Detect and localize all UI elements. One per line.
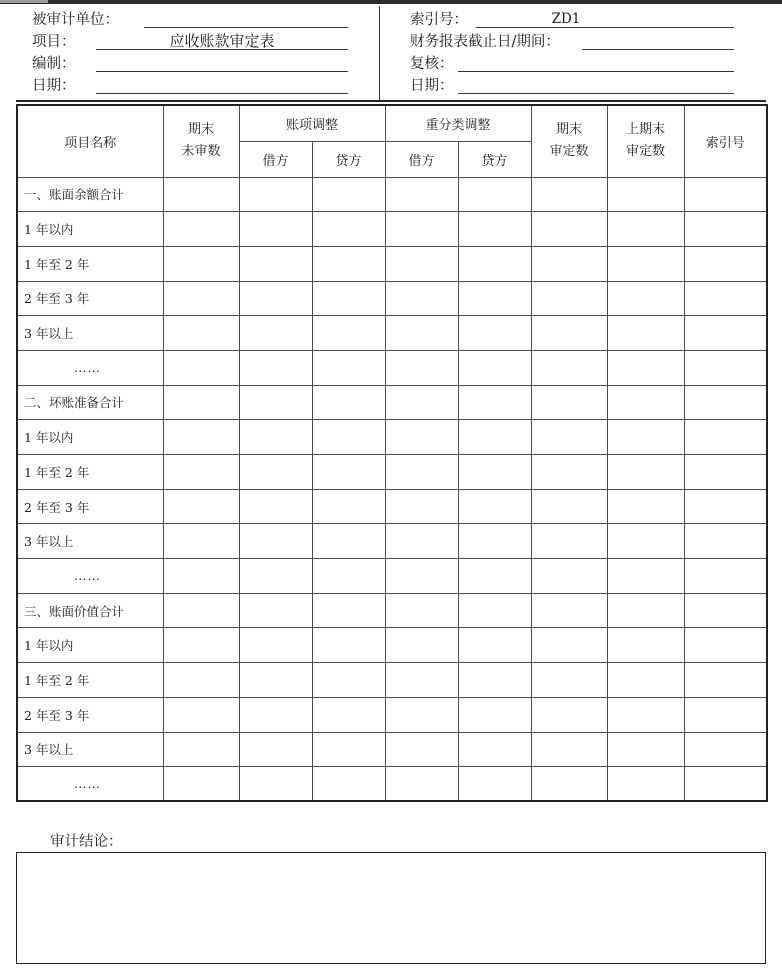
row-cell[interactable] xyxy=(684,177,767,212)
row-item-name: …… xyxy=(17,767,163,802)
row-cell[interactable] xyxy=(239,177,312,212)
row-cell[interactable] xyxy=(385,281,458,316)
row-cell[interactable] xyxy=(684,246,767,281)
row-cell[interactable] xyxy=(312,663,385,698)
row-cell[interactable] xyxy=(607,385,684,420)
row-cell[interactable] xyxy=(385,177,458,212)
col-account-adjust: 账项调整 xyxy=(239,105,385,141)
row-cell[interactable] xyxy=(458,732,531,767)
period-label: 财务报表截止日/期间： xyxy=(410,34,560,50)
project-label: 项目： xyxy=(32,34,76,50)
row-cell[interactable] xyxy=(312,559,385,594)
row-cell[interactable] xyxy=(239,559,312,594)
row-cell[interactable] xyxy=(531,350,607,385)
row-cell[interactable] xyxy=(239,663,312,698)
table-row xyxy=(17,628,767,663)
row-cell[interactable] xyxy=(385,663,458,698)
row-cell[interactable] xyxy=(684,593,767,628)
row-cell[interactable] xyxy=(531,281,607,316)
col-period-end-audited xyxy=(531,105,607,177)
row-cell[interactable] xyxy=(684,455,767,490)
row-cell[interactable] xyxy=(312,767,385,802)
table-row xyxy=(17,246,767,281)
prepared-by-row xyxy=(32,54,76,74)
table-row xyxy=(17,177,767,212)
table-row xyxy=(17,212,767,247)
col-reclass-credit: 贷方 xyxy=(458,141,531,177)
row-cell[interactable] xyxy=(385,628,458,663)
row-cell[interactable] xyxy=(458,663,531,698)
row-cell[interactable] xyxy=(163,767,239,802)
header-divider xyxy=(379,6,380,100)
row-cell[interactable] xyxy=(458,593,531,628)
row-cell[interactable] xyxy=(163,212,239,247)
row-cell[interactable] xyxy=(607,246,684,281)
table-body xyxy=(17,177,767,801)
row-cell[interactable] xyxy=(684,281,767,316)
row-cell[interactable] xyxy=(163,281,239,316)
period-row xyxy=(410,32,560,52)
col-reclass-adjust: 重分类调整 xyxy=(385,105,531,141)
row-cell[interactable] xyxy=(684,628,767,663)
row-cell[interactable] xyxy=(607,524,684,559)
row-item-name: …… xyxy=(17,350,163,385)
row-cell[interactable] xyxy=(684,489,767,524)
row-cell[interactable] xyxy=(385,316,458,351)
row-cell[interactable] xyxy=(312,350,385,385)
row-cell[interactable] xyxy=(531,246,607,281)
row-cell[interactable] xyxy=(312,177,385,212)
row-cell[interactable] xyxy=(531,559,607,594)
row-cell[interactable] xyxy=(385,559,458,594)
row-cell[interactable] xyxy=(312,212,385,247)
row-cell[interactable] xyxy=(163,246,239,281)
col-reclass-debit: 借方 xyxy=(385,141,458,177)
row-cell[interactable] xyxy=(458,316,531,351)
row-item-name: 1 年至 2 年 xyxy=(17,246,163,281)
row-cell[interactable] xyxy=(684,732,767,767)
row-cell[interactable] xyxy=(607,663,684,698)
row-cell[interactable] xyxy=(239,455,312,490)
row-cell[interactable] xyxy=(239,732,312,767)
audited-unit-label: 被审计单位： xyxy=(32,12,119,28)
row-cell[interactable] xyxy=(684,524,767,559)
col-period-end-unaudited xyxy=(163,105,239,177)
date-right-row xyxy=(410,76,454,96)
row-cell[interactable] xyxy=(531,593,607,628)
row-cell[interactable] xyxy=(684,420,767,455)
table-row xyxy=(17,732,767,767)
row-cell[interactable] xyxy=(239,420,312,455)
row-item-name: 1 年至 2 年 xyxy=(17,663,163,698)
row-cell[interactable] xyxy=(163,663,239,698)
row-cell[interactable] xyxy=(385,732,458,767)
row-cell[interactable] xyxy=(458,455,531,490)
row-cell[interactable] xyxy=(607,212,684,247)
table-row xyxy=(17,420,767,455)
row-cell[interactable] xyxy=(163,593,239,628)
row-cell[interactable] xyxy=(239,628,312,663)
row-cell[interactable] xyxy=(312,455,385,490)
row-cell[interactable] xyxy=(531,420,607,455)
row-cell[interactable] xyxy=(607,697,684,732)
row-item-name: 3 年以上 xyxy=(17,732,163,767)
row-cell[interactable] xyxy=(385,420,458,455)
row-cell[interactable] xyxy=(312,385,385,420)
audited-unit-field[interactable] xyxy=(144,11,348,28)
col-period-end-audited-l1: 期末 xyxy=(556,122,583,138)
row-cell[interactable] xyxy=(531,212,607,247)
table-row xyxy=(17,385,767,420)
row-cell[interactable] xyxy=(684,385,767,420)
col-item-name: 项目名称 xyxy=(17,105,163,177)
row-item-name: 3 年以上 xyxy=(17,524,163,559)
row-cell[interactable] xyxy=(607,489,684,524)
row-cell[interactable] xyxy=(163,316,239,351)
row-cell[interactable] xyxy=(531,663,607,698)
row-cell[interactable] xyxy=(458,350,531,385)
row-cell[interactable] xyxy=(607,628,684,663)
row-cell[interactable] xyxy=(239,212,312,247)
col-account-credit: 贷方 xyxy=(312,141,385,177)
row-cell[interactable] xyxy=(385,524,458,559)
row-cell[interactable] xyxy=(607,593,684,628)
col-account-debit: 借方 xyxy=(239,141,312,177)
row-cell[interactable] xyxy=(458,697,531,732)
row-cell[interactable] xyxy=(163,489,239,524)
row-cell[interactable] xyxy=(458,385,531,420)
row-item-name: 二、坏账准备合计 xyxy=(17,385,163,420)
row-cell[interactable] xyxy=(239,385,312,420)
table-row xyxy=(17,350,767,385)
row-cell[interactable] xyxy=(531,524,607,559)
col-prior-audited xyxy=(607,105,684,177)
row-cell[interactable] xyxy=(385,246,458,281)
row-cell[interactable] xyxy=(385,489,458,524)
row-item-name: 三、账面价值合计 xyxy=(17,593,163,628)
row-cell[interactable] xyxy=(684,697,767,732)
row-cell[interactable] xyxy=(458,420,531,455)
row-item-name: …… xyxy=(17,559,163,594)
row-cell[interactable] xyxy=(385,385,458,420)
row-cell[interactable] xyxy=(312,628,385,663)
row-cell[interactable] xyxy=(458,281,531,316)
index-value: ZD1 xyxy=(551,11,581,27)
row-cell[interactable] xyxy=(458,524,531,559)
row-cell[interactable] xyxy=(239,316,312,351)
row-cell[interactable] xyxy=(312,316,385,351)
row-cell[interactable] xyxy=(684,316,767,351)
col-period-end-unaudited-l1: 期末 xyxy=(187,122,214,138)
row-item-name: 3 年以上 xyxy=(17,316,163,351)
row-cell[interactable] xyxy=(684,663,767,698)
worksheet-header xyxy=(16,6,766,102)
index-label: 索引号： xyxy=(410,12,468,28)
table-row xyxy=(17,489,767,524)
table-head xyxy=(17,105,767,177)
row-cell[interactable] xyxy=(458,177,531,212)
col-period-end-unaudited-l2: 未审数 xyxy=(181,144,221,160)
row-cell[interactable] xyxy=(607,732,684,767)
row-cell[interactable] xyxy=(458,489,531,524)
row-cell[interactable] xyxy=(312,593,385,628)
row-cell[interactable] xyxy=(607,767,684,802)
row-cell[interactable] xyxy=(531,177,607,212)
table-row xyxy=(17,767,767,802)
reviewed-by-row xyxy=(410,54,454,74)
top-border-shade xyxy=(0,0,48,3)
conclusion-box[interactable] xyxy=(16,852,766,964)
table-row xyxy=(17,559,767,594)
row-cell[interactable] xyxy=(312,489,385,524)
row-item-name: 2 年至 3 年 xyxy=(17,281,163,316)
row-cell[interactable] xyxy=(531,385,607,420)
row-cell[interactable] xyxy=(163,559,239,594)
row-cell[interactable] xyxy=(458,246,531,281)
row-cell[interactable] xyxy=(239,767,312,802)
row-item-name: 2 年至 3 年 xyxy=(17,697,163,732)
row-cell[interactable] xyxy=(163,177,239,212)
table-row xyxy=(17,524,767,559)
row-cell[interactable] xyxy=(163,350,239,385)
table-row xyxy=(17,663,767,698)
row-cell[interactable] xyxy=(163,455,239,490)
row-cell[interactable] xyxy=(458,559,531,594)
row-cell[interactable] xyxy=(239,246,312,281)
row-cell[interactable] xyxy=(385,767,458,802)
row-cell[interactable] xyxy=(163,732,239,767)
row-cell[interactable] xyxy=(684,559,767,594)
date-left-field[interactable] xyxy=(96,77,348,94)
row-cell[interactable] xyxy=(684,212,767,247)
row-cell[interactable] xyxy=(312,524,385,559)
project-row xyxy=(32,32,76,52)
row-cell[interactable] xyxy=(239,281,312,316)
row-cell[interactable] xyxy=(607,559,684,594)
table-row xyxy=(17,316,767,351)
date-right-label: 日期： xyxy=(410,78,454,94)
row-cell[interactable] xyxy=(312,420,385,455)
row-cell[interactable] xyxy=(607,177,684,212)
row-item-name: 1 年以内 xyxy=(17,212,163,247)
row-cell[interactable] xyxy=(385,593,458,628)
row-cell[interactable] xyxy=(163,385,239,420)
col-index: 索引号 xyxy=(684,105,767,177)
project-field[interactable]: 应收账款审定表 xyxy=(96,33,348,50)
row-item-name: 1 年至 2 年 xyxy=(17,455,163,490)
row-cell[interactable] xyxy=(239,593,312,628)
audited-unit-row xyxy=(32,10,119,30)
date-left-row xyxy=(32,76,76,96)
row-item-name: 一、账面余额合计 xyxy=(17,177,163,212)
row-item-name: 2 年至 3 年 xyxy=(17,489,163,524)
row-cell[interactable] xyxy=(531,697,607,732)
row-cell[interactable] xyxy=(239,697,312,732)
row-cell[interactable] xyxy=(458,767,531,802)
row-cell[interactable] xyxy=(385,350,458,385)
row-cell[interactable] xyxy=(163,420,239,455)
row-cell[interactable] xyxy=(607,316,684,351)
table-row xyxy=(17,593,767,628)
table-row xyxy=(17,455,767,490)
row-cell[interactable] xyxy=(607,350,684,385)
col-prior-audited-l2: 审定数 xyxy=(626,144,666,160)
row-cell[interactable] xyxy=(531,455,607,490)
row-cell[interactable] xyxy=(385,455,458,490)
row-cell[interactable] xyxy=(163,524,239,559)
row-item-name: 1 年以内 xyxy=(17,628,163,663)
period-field[interactable] xyxy=(582,33,734,50)
conclusion-label: 审计结论： xyxy=(50,834,123,850)
table-row xyxy=(17,697,767,732)
row-cell[interactable] xyxy=(312,281,385,316)
reviewed-by-field[interactable] xyxy=(458,55,734,72)
row-cell[interactable] xyxy=(531,628,607,663)
row-cell[interactable] xyxy=(607,420,684,455)
prepared-by-label: 编制： xyxy=(32,56,76,72)
row-cell[interactable] xyxy=(458,212,531,247)
row-cell[interactable] xyxy=(163,697,239,732)
prepared-by-field[interactable] xyxy=(96,55,348,72)
table-row xyxy=(17,281,767,316)
row-cell[interactable] xyxy=(385,212,458,247)
row-cell[interactable] xyxy=(312,697,385,732)
row-cell[interactable] xyxy=(607,281,684,316)
date-left-label: 日期： xyxy=(32,78,76,94)
row-cell[interactable] xyxy=(385,697,458,732)
row-cell[interactable] xyxy=(458,628,531,663)
row-cell[interactable] xyxy=(684,767,767,802)
col-prior-audited-l1: 上期末 xyxy=(626,122,666,138)
index-field[interactable] xyxy=(476,11,734,28)
row-cell[interactable] xyxy=(312,246,385,281)
row-cell[interactable] xyxy=(239,489,312,524)
row-cell[interactable] xyxy=(531,316,607,351)
col-period-end-audited-l2: 审定数 xyxy=(549,144,589,160)
row-cell[interactable] xyxy=(239,350,312,385)
row-cell[interactable] xyxy=(684,350,767,385)
top-border xyxy=(0,0,782,4)
row-item-name: 1 年以内 xyxy=(17,420,163,455)
row-cell[interactable] xyxy=(239,524,312,559)
audit-table xyxy=(16,104,768,802)
row-cell[interactable] xyxy=(531,489,607,524)
row-cell[interactable] xyxy=(531,767,607,802)
row-cell[interactable] xyxy=(607,455,684,490)
row-cell[interactable] xyxy=(163,628,239,663)
row-cell[interactable] xyxy=(312,732,385,767)
date-right-field[interactable] xyxy=(458,77,734,94)
row-cell[interactable] xyxy=(531,732,607,767)
index-row xyxy=(410,10,468,30)
reviewed-by-label: 复核： xyxy=(410,56,454,72)
